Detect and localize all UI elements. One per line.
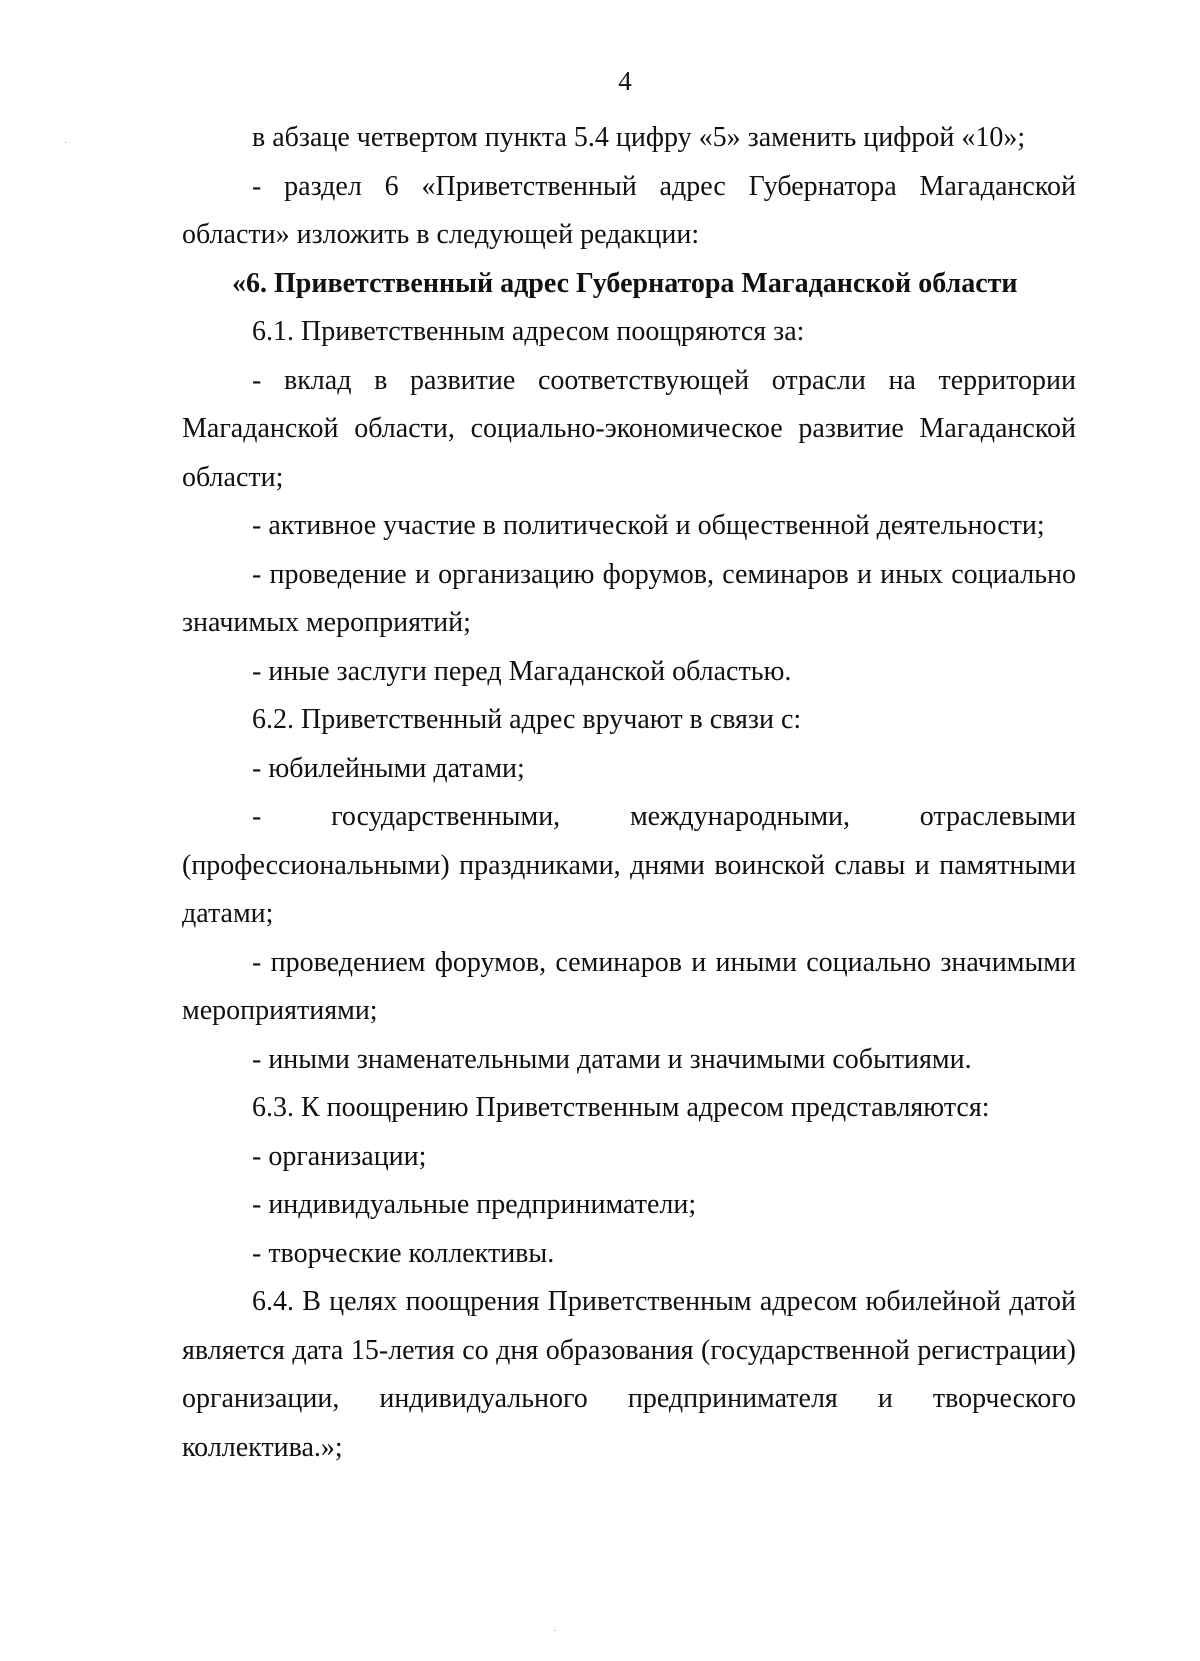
list-item: - творческие коллективы. <box>252 1237 555 1269</box>
list-item: - государственными, международными, отраслевыми (профессиональными) праздниками, днями воинской славы и памятными датами; <box>182 801 1076 929</box>
clause-6-3: 6.3. К поощрению Приветственным адресом представляются: <box>252 1092 990 1123</box>
list-item: - индивидуальные предприниматели; <box>252 1189 697 1220</box>
page-number: 4 <box>618 66 632 96</box>
list-item: - организации; <box>252 1140 427 1172</box>
list-item: - иными знаменательными датами и значимыми событиями. <box>252 1043 972 1075</box>
clause-6-2: 6.2. Приветственный адрес вручают в связи с: <box>252 704 802 735</box>
scan-mark: · <box>64 138 68 149</box>
list-item: - иные заслуги перед Магаданской областью. <box>252 655 792 687</box>
clause-6-4: 6.4. В целях поощрения Приветственным адресом юбилейной датой является дата 15-летия со дня образования (государственной регистрации) организации, индивидуального предпринимателя и творческого коллектива.»; <box>182 1286 1076 1463</box>
list-item: - проведением форумов, семинаров и иными социально значимыми мероприятиями; <box>182 946 1076 1026</box>
scan-mark: · <box>553 1626 557 1637</box>
list-item: - активное участие в политической и общественной деятельности; <box>252 510 1045 541</box>
document-body <box>182 114 1076 1472</box>
clause-6-1: 6.1. Приветственным адресом поощряются за: <box>252 316 805 347</box>
list-item: - юбилейными датами; <box>252 752 525 784</box>
list-item: - вклад в развитие соответствующей отрасли на территории Магаданской области, социально-экономическое развитие Магаданской области; <box>182 364 1076 493</box>
paragraph-section-6-intro: - раздел 6 «Приветственный адрес Губернатора Магаданской области» изложить в следующей редакции: <box>182 170 1076 250</box>
paragraph-amendment-5-4: в абзаце четвертом пункта 5.4 цифру «5» заменить цифрой «10»; <box>252 122 1026 153</box>
section-6-heading: «6. Приветственный адрес Губернатора Магаданской области <box>232 267 1018 299</box>
list-item: - проведение и организацию форумов, семинаров и иных социально значимых мероприятий; <box>182 558 1076 638</box>
